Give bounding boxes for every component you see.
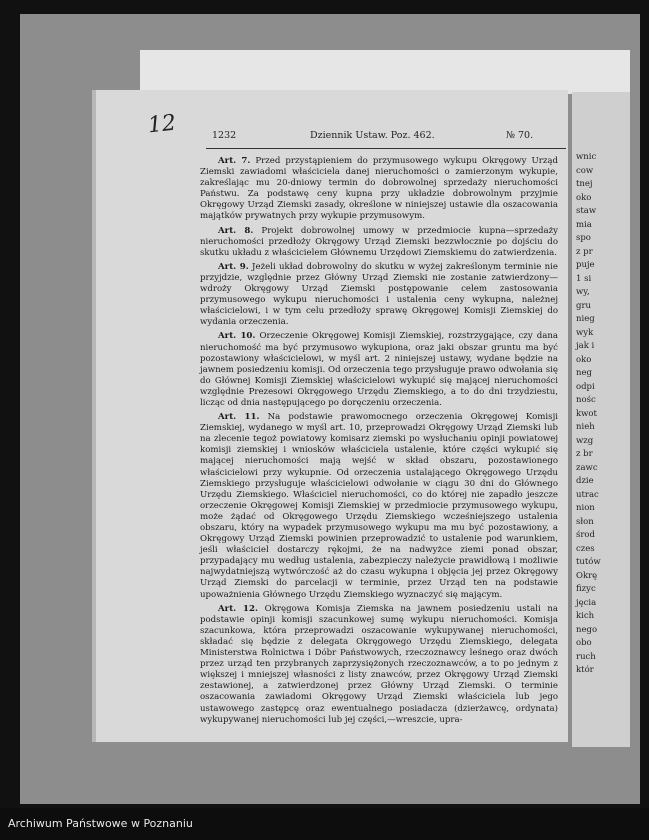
adjacent-page-fragment: dzie xyxy=(576,476,594,486)
adjacent-page-fragment: zawc xyxy=(576,462,598,473)
article-paragraph xyxy=(200,156,558,223)
adjacent-page-fragment: kich xyxy=(576,611,595,621)
article-number: Art. 8. xyxy=(218,225,254,236)
article-body: Jeżeli układ dobrowolny do skutku w wyżej zakreślonym terminie nie przyjdzie, względnie przez Główny Urząd Ziemski nie zostanie zatwierdzony—wdroży Okręgowy Urząd Ziemski postępowanie celem zastosowania przymusowego wykupu nieruchomości i ustalenia ceny wykupna, należnej właścicielowi, i w tym celu przedłoży sprawę Okręgowej Komisji Ziemskiej do wydania orzeczenia. xyxy=(200,261,558,328)
adjacent-page-fragment: Okrę xyxy=(576,570,598,581)
adjacent-page-fragment: mia xyxy=(576,219,592,230)
adjacent-page-fragment: oko xyxy=(576,354,592,365)
adjacent-page-fragment: cow xyxy=(576,165,594,176)
handwritten-note: 12 xyxy=(146,110,178,139)
article-body: Okręgowa Komisja Ziemska na jawnem posiedzeniu ustali na podstawie opinji komisji szacunkowej sumę wykupu nieruchomości. Komisja szacunkowa, która przeprowadzi oszacowanie wykupywanej nieruchomości, składać się będzie z delegata Okręgowego Urzędu Ziemskiego, delegata Ministerstwa Rolnictwa i Dóbr Państwowych, rzeczoznawcy leśnego oraz dwóch przez urząd ten przybranych zaprzysiężonych rzeczoznawców, a to po jednym z większej i mniejszej własności z listy znawców, przez Okręgowy Urząd Ziemski zestawionej, a zatwierdzonej przez Główny Urząd Ziemski. O terminie oszacowania zawiadomi Okręgowy Urząd Ziemski właściciela lub jego ustawowego zastępcę oraz ewentualnego posiadacza (dzierżawcę, ordynata) wykupywanej nieruchomości lub jej części,—wreszcie, upra- xyxy=(200,603,558,725)
adjacent-page-fragment: wnic xyxy=(576,152,597,162)
document-page xyxy=(96,90,568,742)
adjacent-page-fragment: fizyc xyxy=(576,584,596,594)
article-body: Przed przystąpieniem do przymusowego wykupu Okręgowy Urząd Ziemski zawiadomi właściciela danej nieruchomości o zamierzonym wykupie, zakreślając mu 20-dniowy termin do dobrowolnej sprzedaży nieruchomości Państwu. Za podstawę ceny kupna przy układzie dobrowolnym przyjmie Okręgowy Urząd Ziemski zasady, określone w niniejszej ustawie dla oszacowania majątków prywatnych przy wykupie przymusowym. xyxy=(200,156,559,222)
adjacent-page-fragment: środ xyxy=(576,530,595,540)
article-paragraph xyxy=(200,604,558,726)
article-body: Projekt dobrowolnej umowy w przedmiocie kupna—sprzedaży nieruchomości przedłoży Okręgowy Urząd Ziemski bezzwłocznie po dojściu do skutku układu z właścicielem Głównemu Urzędowi Ziemskiemu do zatwierdzenia. xyxy=(200,225,558,258)
issue-number: № 70. xyxy=(506,130,534,141)
adjacent-page-fragment: nośc xyxy=(576,395,596,405)
adjacent-page-fragment: wzg xyxy=(576,435,594,446)
archive-name: Archiwum Państwowe w Poznaniu xyxy=(8,817,193,830)
adjacent-page-fragment: odpi xyxy=(576,381,595,392)
journal-title: Dziennik Ustaw. Poz. 462. xyxy=(310,130,435,141)
adjacent-page-fragment: spo xyxy=(576,233,591,243)
article-number: Art. 12. xyxy=(218,603,259,614)
adjacent-page-fragment: ruch xyxy=(576,651,596,662)
adjacent-page-fragment: wy, xyxy=(576,287,590,297)
article-paragraph xyxy=(200,412,558,601)
adjacent-page xyxy=(572,92,630,747)
adjacent-page-fragment: nieh xyxy=(576,422,595,432)
article-text xyxy=(200,156,558,729)
adjacent-page-fragment: obo xyxy=(576,638,592,648)
adjacent-page-fragment: nego xyxy=(576,624,598,635)
adjacent-page-fragment: jęcia xyxy=(576,597,597,608)
back-sheet-strip xyxy=(140,50,630,94)
article-body: Orzeczenie Okręgowej Komisji Ziemskiej, rozstrzygające, czy dana nieruchomość ma być przymusowo wykupiona, oraz jaki obszar gruntu ma być pozostawiony właścicielowi, w myśl art. 2 niniejszej ustawy, wydane będzie na jawnem posiedzeniu komisji. Od orzeczenia tego przysługuje prawo odwołania się do Głównej Komisji Ziemskiej właścicielowi wykupić się mającej nieruchomości względnie Prezesowi Okręgowego Urzędu Ziemskiego, a to do dni trzydziestu, licząc od dnia następującego po doręczeniu orzeczenia. xyxy=(200,331,558,408)
adjacent-page-fragment: puje xyxy=(576,260,595,270)
header-rule xyxy=(206,148,566,149)
article-number: Art. 7. xyxy=(218,156,251,166)
adjacent-page-fragment: staw xyxy=(576,206,597,216)
adjacent-page-fragment: nieg xyxy=(576,314,595,324)
adjacent-page-fragment: kwot xyxy=(576,408,597,419)
article-paragraph xyxy=(200,262,558,329)
adjacent-page-fragment: utrac xyxy=(576,489,599,500)
article-body: Na podstawie prawomocnego orzeczenia Okręgowej Komisji Ziemskiej, wydanego w myśl art. 10, przeprowadzi Okręgowy Urząd Ziemski lub na zlecenie tegoż powiatowy komisarz ziemski po wysłuchaniu opinji powiatowej komisji ziemskiej i wniosków właściciela ustalenie, które części wykupić się mającej nieruchomości mają wejść w skład obszaru, pozostawionego właścicielowi przy wykupnie. Od orzeczenia ustalającego Okręgowego Urzędu Ziemskiego przysługuje właścicielowi odwołanie w ciągu 30 dni do Głównego Urzędu Ziemskiego. Właściciel nieruchomości, co do której nie zapadło jeszcze orzeczenie Okręgowej Komisji Ziemskiej w przedmiocie przymusowego wykupu, może żądać od Okręgowego Urzędu Ziemskiego wcześniejszego ustalenia obszaru, który na wypadek przymusowego wykupu ma mu być pozostawiony, a Okręgowy Urząd Ziemski powinien przeprowadzić to ustalenie pod warunkiem, jeśli właściciel dostarczy rękojmi, że na nadwyżce ziemi ponad obszar, przypadający mu według ustalenia, zabezpieczy należycie prawidłową i możliwie najwydatniejszą wytwórczość aż do czasu wykupna i objęcia jej przez Okręgowy Urząd Ziemski do parcelacji w terminie, przez Urząd ten na podstawie upoważnienia Głównego Urzędu Ziemskiego wyznaczyć się mającym. xyxy=(200,412,559,600)
adjacent-page-fragment: tnej xyxy=(576,179,593,189)
adjacent-page-fragment: któr xyxy=(576,665,594,675)
adjacent-page-fragment: wyk xyxy=(576,327,594,338)
adjacent-page-fragment: jak i xyxy=(576,341,595,351)
adjacent-page-fragment: z pr xyxy=(576,246,593,257)
adjacent-page-fragment: neg xyxy=(576,368,592,378)
adjacent-page-fragment: słon xyxy=(576,516,594,527)
archive-footer xyxy=(0,808,649,840)
adjacent-page-fragment: 1 si xyxy=(576,273,592,284)
page-number: 1232 xyxy=(212,130,237,141)
article-number: Art. 11. xyxy=(218,412,260,423)
adjacent-page-fragment: tutów xyxy=(576,557,601,567)
adjacent-page-fragment: z br xyxy=(576,449,593,459)
article-paragraph xyxy=(200,226,558,259)
adjacent-page-fragment: gru xyxy=(576,300,591,311)
article-number: Art. 10. xyxy=(218,331,256,342)
article-paragraph xyxy=(200,331,558,409)
adjacent-page-fragment: czes xyxy=(576,543,595,554)
adjacent-page-fragment: oko xyxy=(576,192,592,203)
adjacent-page-fragment: nion xyxy=(576,503,595,513)
article-number: Art. 9. xyxy=(218,261,249,272)
